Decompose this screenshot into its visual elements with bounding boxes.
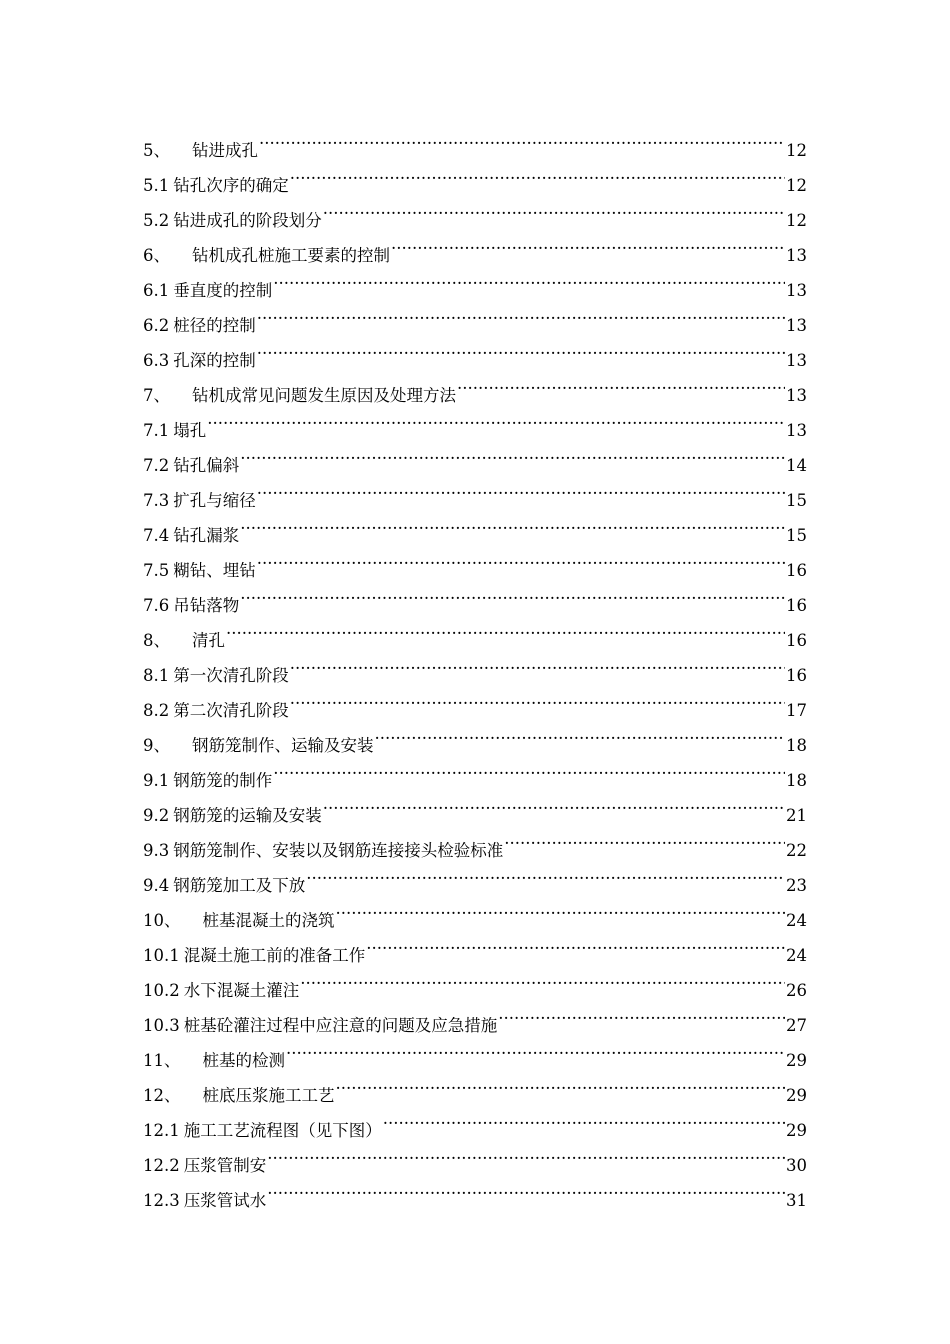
toc-entry[interactable] — [143, 436, 807, 475]
toc-entry[interactable] — [143, 401, 807, 440]
toc-entry[interactable] — [143, 506, 807, 545]
toc-dot-leader — [267, 1136, 785, 1171]
toc-entry-title: 钢筋笼制作、安装以及钢筋连接接头检验标准 — [173, 841, 504, 860]
toc-entry-title: 混凝土施工前的准备工作 — [183, 946, 366, 965]
toc-entry-number: 8、 — [143, 631, 170, 650]
toc-entry-title: 桩基混凝土的浇筑 — [202, 911, 335, 930]
toc-entry-page-number: 31 — [786, 1191, 807, 1210]
toc-entry-page-number: 14 — [786, 456, 807, 475]
toc-dot-leader — [366, 926, 785, 961]
toc-dot-leader — [290, 681, 785, 716]
toc-dot-leader — [391, 226, 785, 261]
toc-entry-page-number: 16 — [786, 631, 807, 650]
toc-entry-title: 钢筋笼的运输及安装 — [173, 806, 322, 825]
toc-entry-number: 5、 — [143, 141, 170, 160]
toc-entry-number: 5.2 — [143, 211, 170, 230]
toc-entry-number: 10.1 — [143, 946, 180, 965]
toc-entry-title: 钻孔漏浆 — [173, 526, 240, 545]
toc-entry-page-number: 13 — [786, 316, 807, 335]
toc-entry-title: 桩径的控制 — [173, 316, 256, 335]
toc-dot-leader — [323, 191, 785, 226]
toc-entry-page-number: 24 — [786, 946, 807, 965]
toc-entry-page-number: 16 — [786, 596, 807, 615]
toc-dot-leader — [240, 506, 785, 541]
toc-entry-number: 7.5 — [143, 561, 170, 580]
toc-dot-leader — [498, 996, 785, 1031]
toc-entry-page-number: 29 — [786, 1051, 807, 1070]
toc-entry-title: 垂直度的控制 — [173, 281, 273, 300]
toc-entry-title: 第二次清孔阶段 — [173, 701, 289, 720]
toc-dot-leader — [257, 541, 785, 576]
toc-entry-page-number: 29 — [786, 1121, 807, 1140]
toc-entry-page-number: 18 — [786, 771, 807, 790]
toc-entry-title: 钻孔次序的确定 — [173, 176, 289, 195]
toc-entry-title: 孔深的控制 — [173, 351, 256, 370]
toc-entry-page-number: 17 — [786, 701, 807, 720]
toc-entry-number: 10.3 — [143, 1016, 180, 1035]
toc-entry-page-number: 18 — [786, 736, 807, 755]
toc-dot-leader — [286, 1031, 785, 1066]
toc-dot-leader — [257, 471, 785, 506]
toc-dot-leader — [336, 1066, 786, 1101]
toc-dot-leader — [273, 261, 785, 296]
toc-entry-number: 9.3 — [143, 841, 170, 860]
toc-entry-title: 桩底压浆施工工艺 — [202, 1086, 335, 1105]
toc-entry-title: 钢筋笼的制作 — [173, 771, 273, 790]
toc-entry-title: 钢筋笼制作、运输及安装 — [192, 736, 374, 755]
toc-entry-page-number: 30 — [786, 1156, 807, 1175]
toc-entry-number: 8.1 — [143, 666, 170, 685]
toc-entry-title: 桩基的检测 — [202, 1051, 285, 1070]
toc-dot-leader — [226, 611, 785, 646]
toc-entry-number: 5.1 — [143, 176, 170, 195]
toc-entry-title: 桩基砼灌注过程中应注意的问题及应急措施 — [183, 1016, 498, 1035]
toc-entry-title: 施工工艺流程图（见下图） — [183, 1121, 382, 1140]
toc-entry-title: 钻孔偏斜 — [173, 456, 240, 475]
toc-entry-title: 水下混凝土灌注 — [183, 981, 300, 1000]
toc-dot-leader — [323, 786, 785, 821]
toc-dot-leader — [383, 1101, 785, 1136]
toc-entry-title: 压浆管制安 — [183, 1156, 267, 1175]
toc-entry-number: 7.3 — [143, 491, 170, 510]
toc-entry-page-number: 16 — [786, 561, 807, 580]
toc-entry-page-number: 15 — [786, 526, 807, 545]
toc-dot-leader — [306, 856, 785, 891]
toc-entry-number: 7.4 — [143, 526, 170, 545]
toc-entry-number: 10.2 — [143, 981, 180, 1000]
toc-dot-leader — [300, 961, 785, 996]
toc-entry-page-number: 22 — [786, 841, 807, 860]
toc-dot-leader — [375, 716, 786, 751]
toc-entry-number: 9、 — [143, 736, 170, 755]
toc-entry-title: 清孔 — [192, 631, 225, 650]
toc-entry-number: 10、 — [143, 911, 181, 930]
toc-dot-leader — [267, 1171, 785, 1206]
toc-entry-number: 6.3 — [143, 351, 170, 370]
toc-entry-title: 扩孔与缩径 — [173, 491, 256, 510]
toc-entry-page-number: 29 — [786, 1086, 807, 1105]
toc-entry-number: 7.1 — [143, 421, 170, 440]
toc-dot-leader — [207, 401, 785, 436]
toc-entry-page-number: 13 — [786, 421, 807, 440]
toc-entry[interactable] — [143, 576, 807, 615]
toc-entry[interactable] — [143, 646, 807, 685]
toc-dot-leader — [290, 646, 785, 681]
toc-entry[interactable] — [143, 121, 807, 160]
toc-entry-page-number: 26 — [786, 981, 807, 1000]
toc-entry-number: 12.1 — [143, 1121, 180, 1140]
toc-entry-number: 7.6 — [143, 596, 170, 615]
toc-dot-leader — [457, 366, 785, 401]
toc-entry-number: 8.2 — [143, 701, 170, 720]
toc-entry-title: 第一次清孔阶段 — [173, 666, 289, 685]
toc-entry-number: 11、 — [143, 1051, 181, 1070]
toc-entry-number: 12、 — [143, 1086, 181, 1105]
toc-dot-leader — [290, 156, 785, 191]
toc-entry-title: 糊钻、埋钻 — [173, 561, 256, 580]
toc-entry-number: 9.1 — [143, 771, 170, 790]
toc-entry-page-number: 24 — [786, 911, 807, 930]
toc-dot-leader — [273, 751, 785, 786]
toc-entry-title: 钻进成孔 — [192, 141, 258, 160]
toc-entry-page-number: 27 — [786, 1016, 807, 1035]
toc-entry-title: 吊钻落物 — [173, 596, 240, 615]
toc-dot-leader — [336, 891, 786, 926]
toc-dot-leader — [240, 436, 785, 471]
toc-entry-page-number: 16 — [786, 666, 807, 685]
toc-dot-leader — [257, 331, 785, 366]
toc-entry-number: 6.1 — [143, 281, 170, 300]
toc-entry-page-number: 13 — [786, 281, 807, 300]
toc-entry-page-number: 21 — [786, 806, 807, 825]
toc-entry-page-number: 23 — [786, 876, 807, 895]
toc-entry[interactable] — [143, 471, 807, 510]
toc-dot-leader — [504, 821, 785, 856]
toc-entry-number: 7.2 — [143, 456, 170, 475]
toc-entry-number: 12.2 — [143, 1156, 180, 1175]
toc-entry-number: 6、 — [143, 246, 170, 265]
toc-entry[interactable] — [143, 541, 807, 580]
toc-entry-page-number: 12 — [786, 141, 807, 160]
toc-entry-title: 钻机成常见问题发生原因及处理方法 — [192, 386, 456, 405]
toc-entry-page-number: 13 — [786, 246, 807, 265]
toc-entry-title: 钢筋笼加工及下放 — [173, 876, 306, 895]
toc-entry-number: 9.2 — [143, 806, 170, 825]
toc-entry-number: 9.4 — [143, 876, 170, 895]
table-of-contents — [143, 121, 807, 1210]
toc-entry-number: 12.3 — [143, 1191, 180, 1210]
toc-entry-number: 7、 — [143, 386, 170, 405]
toc-entry-number: 6.2 — [143, 316, 170, 335]
toc-dot-leader — [240, 576, 785, 611]
toc-entry-title: 塌孔 — [173, 421, 207, 440]
toc-entry-page-number: 12 — [786, 211, 807, 230]
toc-entry-page-number: 15 — [786, 491, 807, 510]
toc-entry-title: 钻机成孔桩施工要素的控制 — [192, 246, 390, 265]
toc-entry-page-number: 13 — [786, 386, 807, 405]
toc-entry[interactable] — [143, 611, 807, 650]
toc-entry-title: 钻进成孔的阶段划分 — [173, 211, 322, 230]
toc-dot-leader — [257, 296, 785, 331]
toc-entry-page-number: 13 — [786, 351, 807, 370]
toc-entry-title: 压浆管试水 — [183, 1191, 267, 1210]
toc-entry-page-number: 12 — [786, 176, 807, 195]
toc-dot-leader — [259, 121, 785, 156]
